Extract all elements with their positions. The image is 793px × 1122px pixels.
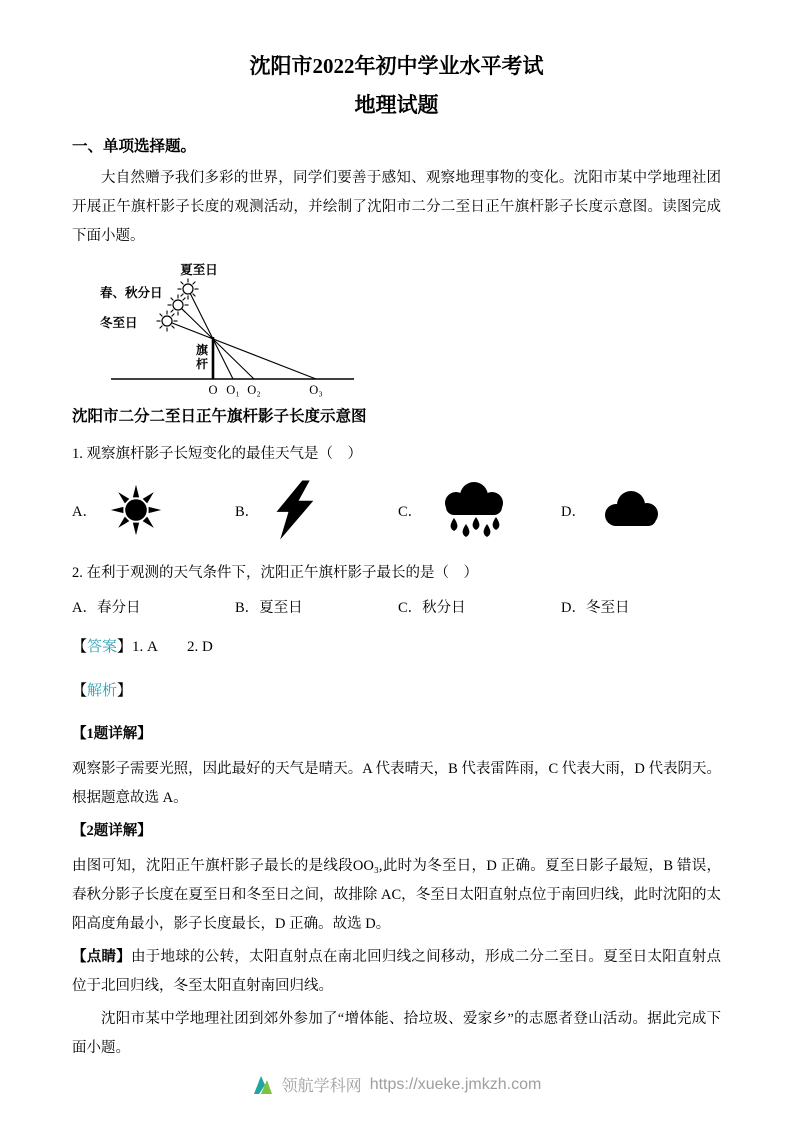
q2-option-c: C．秋分日 (398, 600, 466, 617)
label-equinox: 春、秋分日 (100, 286, 163, 301)
q1-option-d (561, 487, 664, 533)
label-winter-solstice: 冬至日 (100, 316, 138, 331)
detail-1-heading: 【1题详解】 (72, 725, 152, 742)
label-flagpole-2: 杆 (195, 357, 209, 372)
tips-label: 【点睛】 (72, 948, 132, 965)
answer-bracket-close: 】 (117, 639, 133, 656)
label-point-o: O (208, 383, 218, 398)
answer-line (72, 633, 721, 662)
detail-2-heading: 【2题详解】 (72, 822, 152, 839)
label-point-o2: O₂ (247, 383, 261, 398)
shadow-lines (111, 289, 354, 379)
tips-paragraph (72, 943, 721, 1001)
site-url[interactable]: https://xueke.jmkzh.com (369, 1075, 542, 1093)
page-footer (0, 1073, 793, 1096)
label-summer-solstice: 夏至日 (180, 263, 218, 278)
rain-cloud-icon (434, 481, 514, 539)
question-1-text: 1. 观察旗杆影子长短变化的最佳天气是（ ） (72, 446, 362, 463)
answer-label: 答案 (87, 639, 118, 656)
analysis-bracket-open: 【 (72, 682, 88, 699)
lightning-icon (271, 479, 317, 541)
detail-2-text: 由图可知，沈阳正午旗杆影子最长的是线段OO₃,此时为冬至日，D 正确。夏至日影子最短，B 错误，春秋分影子长度在夏至日和冬至日之间，故排除 AC，冬至日太阳直射点位于南回归线，此时沈阳的太阳高度角最小，影子长度最长，D 正确。故选 D。 (72, 857, 721, 932)
analysis-bracket-close: 】 (117, 682, 133, 699)
q2-option-b: B．夏至日 (235, 600, 303, 617)
q2-option-d: D．冬至日 (561, 600, 630, 617)
q1-option-c (398, 481, 561, 539)
diagram-caption: 沈阳市二分二至日正午旗杆影子长度示意图 (72, 408, 367, 426)
question-1-options (72, 477, 721, 543)
tips-text: 由于地球的公转，太阳直射点在南北回归线之间移动，形成二分二至日。夏至日太阳直射点位于北回归线，冬至太阳直射南回归线。 (72, 948, 722, 994)
detail-1-text: 观察影子需要光照，因此最好的天气是晴天。A 代表晴天，B 代表雷阵雨，C 代表大雨，D 代表阴天。根据题意故选 A。 (72, 760, 721, 806)
q1-option-a (72, 483, 235, 537)
q1-option-b-label: B． (235, 503, 260, 520)
exam-title: 沈阳市2022年初中学业水平考试 (249, 54, 544, 78)
analysis-line (72, 677, 721, 706)
analysis-label: 解析 (87, 682, 118, 699)
q1-option-b (235, 479, 398, 541)
q1-option-d-label: D． (561, 503, 586, 520)
question-2-options (72, 594, 721, 623)
shadow-diagram (96, 257, 721, 403)
intro-paragraph: 大自然赠予我们多彩的世界，同学们要善于感知、观察地理事物的变化。沈阳市某中学地理社团开展正午旗杆影子长度的观测活动，并绘制了沈阳市二分二至日正午旗杆影子长度示意图。读图完成下面小题。 (72, 170, 721, 245)
sun-symbol-equinox (168, 295, 189, 316)
q1-option-a-label: A． (72, 503, 97, 520)
label-point-o1: O₁ (226, 383, 240, 398)
site-name: 领航学科网 (281, 1078, 362, 1095)
sun-icon (109, 483, 163, 537)
section-heading: 一、单项选择题。 (72, 137, 197, 155)
exam-subtitle: 地理试题 (354, 93, 439, 118)
label-point-o3: O₃ (309, 383, 323, 398)
q2-option-a: A．春分日 (72, 600, 141, 617)
sun-symbol-winter (157, 311, 178, 332)
answer-value: 1. A 2. D (132, 639, 213, 656)
next-intro-paragraph: 沈阳市某中学地理社团到郊外参加了“增体能、拾垃圾、爱家乡”的志愿者登山活动。据此完成下面小题。 (72, 1010, 721, 1056)
answer-bracket-open: 【 (72, 639, 88, 656)
q1-option-c-label: C． (398, 503, 423, 520)
sun-symbol-summer (178, 279, 199, 300)
question-2-text: 2. 在利于观测的天气条件下，沈阳正午旗杆影子最长的是（ ） (72, 565, 478, 582)
label-flagpole-1: 旗 (195, 343, 209, 358)
cloud-icon (598, 487, 664, 533)
site-logo-icon (252, 1074, 274, 1096)
